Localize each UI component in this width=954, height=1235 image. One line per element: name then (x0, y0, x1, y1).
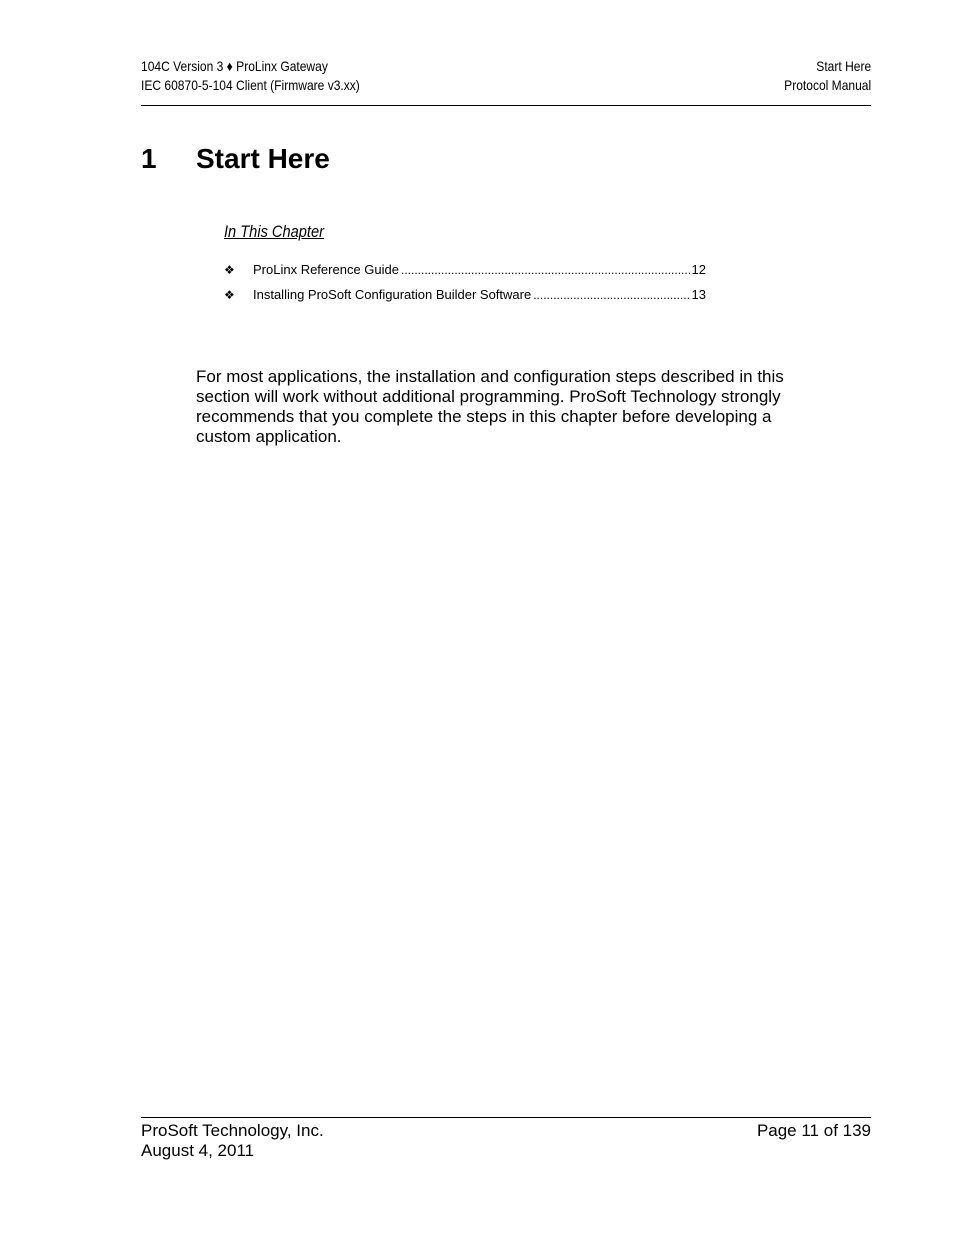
footer-page-number: Page 11 of 139 (756, 1121, 871, 1140)
header-left (141, 57, 360, 95)
toc-dot-leader (533, 288, 689, 302)
toc-entry-installing-pcb[interactable] (224, 287, 706, 312)
page-header (141, 57, 871, 106)
header-product-subtitle: IEC 60870-5-104 Client (Firmware v3.xx) (141, 77, 360, 93)
toc-entry-page[interactable]: 12 (691, 262, 706, 277)
page-footer (141, 1117, 871, 1161)
chapter-title-text: Start Here (196, 143, 330, 174)
chapter-toc (224, 262, 706, 312)
chapter-title (141, 143, 330, 175)
toc-entry-reference-guide[interactable] (224, 262, 706, 287)
toc-dot-leader (401, 263, 690, 277)
toc-entry-page[interactable]: 13 (691, 287, 706, 302)
footer-right (757, 1121, 871, 1141)
header-manual-name: Protocol Manual (783, 77, 871, 93)
header-product-title: 104C Version 3 ♦ ProLinx Gateway (141, 58, 328, 74)
footer-left (141, 1121, 324, 1161)
footer-company: ProSoft Technology, Inc. (141, 1121, 324, 1140)
header-section-name: Start Here (816, 58, 871, 74)
header-right (784, 57, 871, 95)
footer-date: August 4, 2011 (141, 1141, 255, 1160)
toc-heading: In This Chapter (224, 222, 324, 241)
intro-paragraph: For most applications, the installation and configuration steps described in this section will work without additional programming. ProSoft Technology strongly recommends that you complete the steps in this chapter before developing a custom application. (196, 367, 784, 446)
chapter-number: 1 (141, 143, 157, 174)
toc-entry-label[interactable]: ProLinx Reference Guide (253, 262, 399, 277)
diamond-bullet-icon: ❖ (224, 288, 235, 302)
toc-entry-label[interactable]: Installing ProSoft Configuration Builder Software (253, 287, 532, 302)
diamond-bullet-icon: ❖ (224, 263, 235, 277)
